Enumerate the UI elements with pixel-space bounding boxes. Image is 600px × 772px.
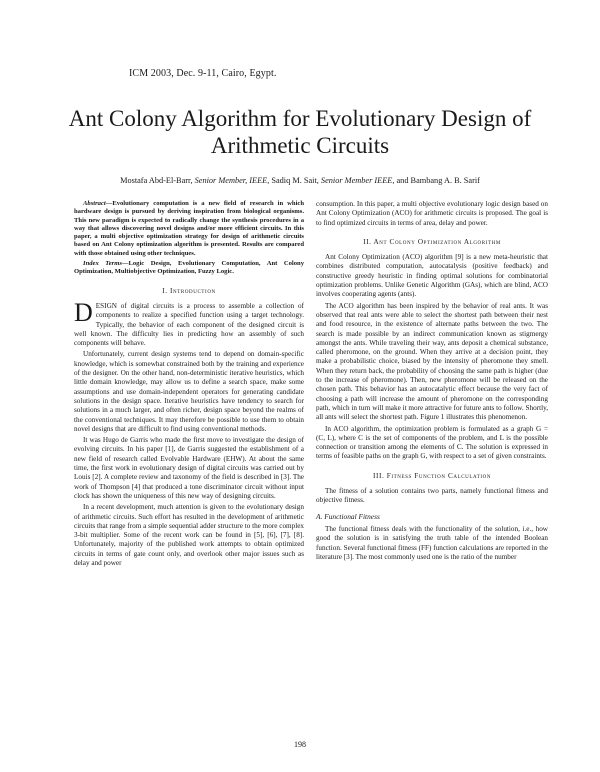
section-2-heading: II. Ant Colony Optimization Algorithm [363, 237, 501, 246]
author-1-role: Senior Member, IEEE, [194, 176, 270, 185]
subsection-a-heading: A. Functional Fitness [316, 511, 380, 521]
author-1-name: Mostafa Abd-El-Barr, [120, 176, 193, 185]
abstract [74, 200, 304, 258]
paragraph: In a recent development, much attention is given to the evolutionary design of arithmetic circuits. Such effort has resulted in the development of arithmetic circuits that range from a simple sequential adder structure to the more complex 3-bit multiplier. Some of the recent work can be found in [5], [6], [7], [8]. Unfortunately, majority of the published work attempts to obtain optimized circuits in terms of gate count only, and overlook other major issues such as delay and power [74, 503, 304, 567]
drop-cap: D [74, 297, 93, 327]
section-1-heading: I. Introduction [162, 286, 216, 295]
paragraph [74, 297, 304, 348]
conference-header: ICM 2003, Dec. 9-11, Cairo, Egypt. [129, 68, 277, 79]
paragraph: Unfortunately, current design systems tend to depend on domain-specific knowledge, which is somewhat constrained both by the training and experience of the designer. On the other hand, non-deterministic iterative heuristics, which little domain knowledge, may allow us to define a search space, make some assumptions and use domain-independent operators for generating candidate solutions in the design space. Iterative heuristics have tendency to search for solutions in a much larger, and often richer, design space beyond the realms of the conventional techniques. It may therefore be possible to use them to obtain novel designs that are difficult to find using conventional methods. [74, 350, 304, 433]
paragraph: The ACO algorithm has been inspired by the behavior of real ants. It was observed that real ants were able to select the shortest path between their nest and food resource, in the existence of alternate paths between the two. The search is made possible by an indirect communication known as stigmergy amongst the ants. While traveling their way, ants deposit a chemical substance, called pheromone, on the ground. When they arrive at a decision point, they make a probabilistic choice, biased by the intensity of pheromone they smell. When they return back, the probability of choosing the same path is higher (due to the increase of pheromone). Then, new pheromone will be released on the chosen path. This behavior has an autocatalytic effect because the very fact of choosing a path will increase the amount of pheromone on the corresponding path, which in turn will make it more attractive for future ants to follow. Shortly, all ants will select the shortest path. Figure 1 illustrates this phenomenon. [316, 301, 548, 422]
paragraph: It was Hugo de Garris who made the first move to investigate the design of evolving circuits. In his paper [1], de Garris suggested the establishment of a new field of research called Evolvable Hardware (EHW). At about the same time, the first work in evolutionary design of digital circuits was carried out by Louis [2]. A complete review and taxonomy of the field is described in [3]. The work of Thompson [4] that produced a tone discriminator circuit without input clock has shown the uniqueness of this new way of designing circuits. [74, 436, 304, 500]
paragraph: The fitness of a solution contains two parts, namely functional fitness and objective fitness. [316, 487, 548, 505]
right-column [316, 200, 548, 564]
paragraph: The functional fitness deals with the functionality of the solution, i.e., how good the solution is in satisfying the truth table of the intended Boolean function. Several functional fitness (FF) function calculations are reported in the literature [3]. The most commonly used one is the ratio of the number [316, 524, 548, 561]
left-column [74, 200, 304, 570]
abstract-text: Evolutionary computation is a new field of research in which hardware design is pursued by deriving inspiration from biological organisms. This new paradigm is expected to radically change the synthesis procedures in a way that allows discovering novel designs and/or more efficient circuits. In this paper, a multi objective optimization strategy for design of arithmetic circuits based on Ant Colony optimization algorithm is presented. Results are compared with those obtained using other techniques. [74, 200, 304, 257]
abstract-label: Abstract— [83, 200, 113, 207]
paragraph: In ACO algorithm, the optimization problem is formulated as a graph G = (C, L), where C is the set of components of the problem, and L is the possible connection or transition among the elements of C. The solution is expressed in terms of feasible paths on the graph G, with respect to a set of given constraints. [316, 424, 548, 461]
page-number: 198 [294, 740, 306, 749]
paragraph: Ant Colony Optimization (ACO) algorithm [9] is a new meta-heuristic that combines distributed computation, autocatalysis (positive feedback) and constructive greedy heuristic in finding optimal solutions for combinatorial optimization problems. Unlike Genetic Algorithm (GAs), which are blind, ACO involves cooperating agents (ants). [316, 253, 548, 299]
paragraph: consumption. In this paper, a multi objective evolutionary logic design based on Ant Colony Optimization (ACO) for arithmetic circuits is proposed. The goal is to find optimized circuits in terms of area, delay and power. [316, 200, 548, 227]
author-line [40, 176, 560, 185]
index-terms-label: Index Terms— [83, 260, 129, 268]
index-terms [74, 260, 304, 277]
author-3-name: and Bambang A. B. Sarif [396, 176, 480, 185]
paper-title: Ant Colony Algorithm for Evolutionary Design of Arithmetic Circuits [68, 106, 532, 158]
index-terms-text: Logic Design, Evolutionary Computation, Ant Colony Optimization, Multiobjective Optimization, Fuzzy Logic. [74, 260, 304, 276]
paragraph-text: ESIGN of digital circuits is a process to assemble a collection of components to realize a specified function using a target technology. Typically, the behavior of each component of the designed circuit is well known. The difficulty lies in predicting how an assembly of such components will behave. [74, 301, 304, 348]
section-1-body [74, 297, 304, 568]
section-3-heading: III. Fitness Function Calculation [372, 471, 492, 480]
author-2-role: Senior Member IEEE, [320, 176, 395, 185]
author-2-name: Sadiq M. Sait, [271, 176, 319, 185]
